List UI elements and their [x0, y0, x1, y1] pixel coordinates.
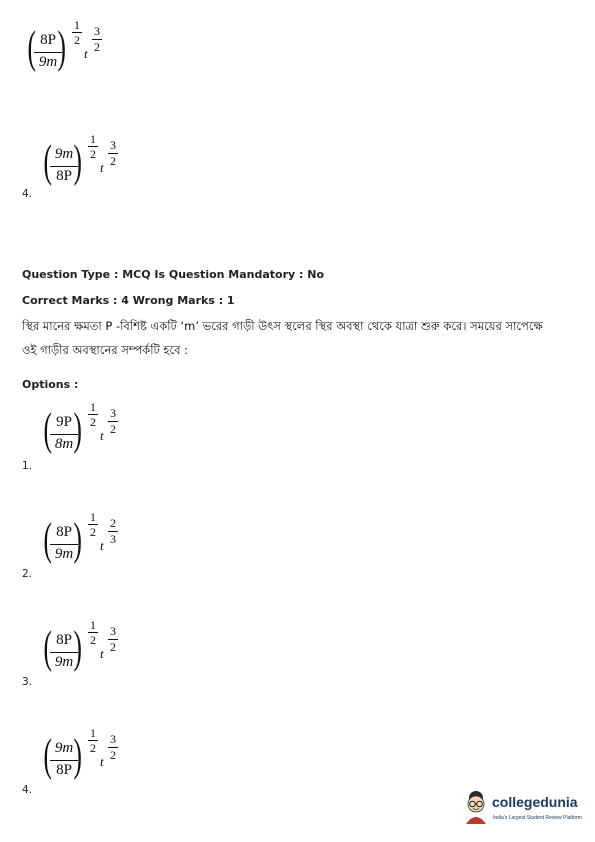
time-exponent-denominator: 2	[94, 40, 100, 54]
right-paren: )	[57, 21, 66, 72]
option-4-number: 4.	[22, 784, 33, 796]
exponent-denominator: 2	[74, 33, 80, 47]
time-exponent-denominator: 2	[110, 748, 116, 762]
fraction-numerator: 8P	[56, 524, 72, 540]
fraction-numerator: 8P	[56, 632, 72, 648]
left-paren: (	[43, 729, 52, 780]
option-3-expression	[40, 618, 150, 686]
fraction-denominator: 8m	[54, 436, 74, 452]
time-exponent-numerator: 3	[94, 24, 100, 38]
collegedunia-logo[interactable]	[462, 788, 590, 836]
prev-option-4-expression	[40, 132, 150, 200]
time-exponent-numerator: 3	[110, 138, 116, 152]
exponent-denominator: 2	[90, 525, 96, 539]
time-variable: t	[100, 538, 104, 553]
option-1-expression	[40, 400, 150, 468]
option-3-number: 3.	[22, 676, 33, 688]
option-1-number: 1.	[22, 460, 33, 472]
time-variable: t	[100, 160, 104, 175]
right-paren: )	[73, 135, 82, 186]
time-variable: t	[84, 46, 88, 61]
time-exponent-numerator: 3	[110, 732, 116, 746]
exponent-denominator: 2	[90, 147, 96, 161]
fraction-denominator: 9m	[54, 546, 74, 562]
student-avatar-icon	[462, 790, 490, 826]
right-paren: )	[73, 621, 82, 672]
options-label: Options :	[22, 378, 79, 391]
option-4-expression	[40, 726, 150, 794]
left-paren: (	[43, 403, 52, 454]
fraction-denominator: 8P	[56, 762, 72, 778]
right-paren: )	[73, 729, 82, 780]
fraction-denominator: 8P	[56, 168, 72, 184]
time-exponent-numerator: 2	[110, 516, 116, 530]
time-exponent-denominator: 3	[110, 532, 116, 546]
time-exponent-denominator: 2	[110, 640, 116, 654]
question-type-line: Question Type : MCQ Is Question Mandatory : No	[22, 268, 325, 281]
exponent-numerator: 1	[74, 18, 80, 32]
option-2-number: 2.	[22, 568, 33, 580]
exponent-numerator: 1	[90, 618, 96, 632]
fraction-denominator: 9m	[38, 54, 58, 70]
option-2-expression	[40, 510, 150, 578]
time-exponent-denominator: 2	[110, 422, 116, 436]
prev-option-3-expression	[24, 18, 134, 86]
exponent-denominator: 2	[90, 415, 96, 429]
exponent-numerator: 1	[90, 510, 96, 524]
time-variable: t	[100, 754, 104, 769]
prev-option-4-number: 4.	[22, 188, 33, 200]
left-paren: (	[43, 513, 52, 564]
time-exponent-numerator: 3	[110, 624, 116, 638]
time-exponent-numerator: 3	[110, 406, 116, 420]
question-line-1: স্থির মানের ক্ষমতা P -বিশিষ্ট একটি ‘m’ ভরের গাড়ী উৎস স্থলের স্থির অবস্থা থেকে যাত্রা শুরু করে। সময়ের সাপেক্ষে	[22, 319, 543, 333]
exponent-denominator: 2	[90, 633, 96, 647]
fraction-numerator: 8P	[40, 32, 56, 48]
left-paren: (	[27, 21, 36, 72]
fraction-numerator: 9m	[54, 146, 74, 162]
marks-line: Correct Marks : 4 Wrong Marks : 1	[22, 294, 235, 307]
fraction-denominator: 9m	[54, 654, 74, 670]
fraction-numerator: 9P	[56, 414, 72, 430]
time-exponent-denominator: 2	[110, 154, 116, 168]
fraction-numerator: 9m	[54, 740, 74, 756]
exponent-numerator: 1	[90, 132, 96, 146]
time-variable: t	[100, 646, 104, 661]
logo-tagline: India's Largest Student Review Platform	[493, 815, 582, 821]
right-paren: )	[73, 513, 82, 564]
exponent-denominator: 2	[90, 741, 96, 755]
question-text	[22, 314, 582, 362]
question-line-2: ওই গাড়ীর অবস্থানের সম্পর্কটি হবে :	[22, 343, 189, 357]
time-variable: t	[100, 428, 104, 443]
left-paren: (	[43, 621, 52, 672]
right-paren: )	[73, 403, 82, 454]
exponent-numerator: 1	[90, 726, 96, 740]
logo-name: collegedunia	[492, 794, 578, 810]
left-paren: (	[43, 135, 52, 186]
exponent-numerator: 1	[90, 400, 96, 414]
